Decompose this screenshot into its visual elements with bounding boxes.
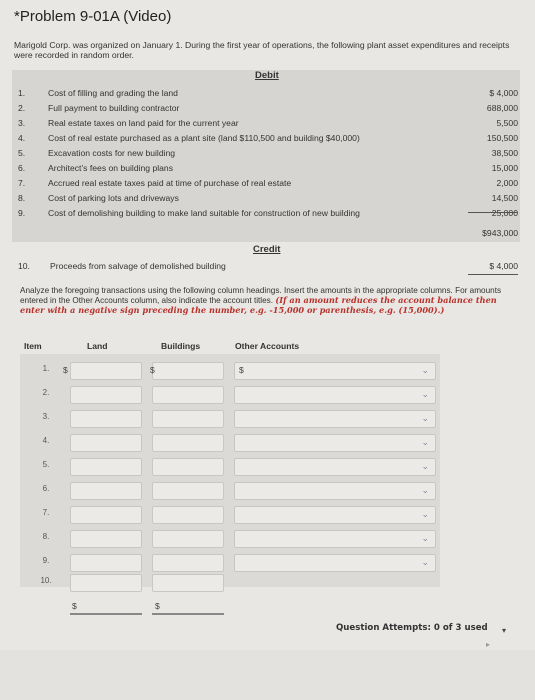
debit-row-number: 4. (18, 133, 26, 143)
land-input[interactable] (70, 362, 142, 380)
debit-row-number: 2. (18, 103, 26, 113)
column-header-buildings: Buildings (161, 341, 201, 351)
debit-total-amount: $943,000 (482, 228, 518, 238)
land-input[interactable] (70, 482, 142, 500)
credit-row-description: Proceeds from salvage of demolished building (50, 261, 226, 271)
chevron-down-icon: ⌄ (421, 509, 429, 519)
debit-row-number: 6. (18, 163, 26, 173)
buildings-input[interactable] (152, 554, 224, 572)
land-input[interactable] (70, 458, 142, 476)
buildings-input[interactable] (152, 362, 224, 380)
land-total-field (70, 599, 142, 615)
debit-row-description: Cost of real estate purchased as a plant site (land $110,500 and building $40,000) (48, 133, 360, 143)
buildings-input[interactable] (152, 530, 224, 548)
item-number: 10. (40, 576, 52, 585)
debit-row-amount: 14,500 (491, 193, 518, 203)
debit-row-number: 9. (18, 208, 26, 218)
item-number: 4. (42, 436, 50, 445)
question-attempts: Question Attempts: 0 of 3 used (336, 623, 488, 633)
item-number: 3. (42, 412, 50, 421)
other-account-title-select[interactable] (234, 482, 436, 500)
column-header-item: Item (24, 341, 42, 351)
chevron-down-icon: ⌄ (421, 413, 429, 423)
problem-title: *Problem 9-01A (Video) (14, 8, 172, 25)
item-number: 5. (42, 460, 50, 469)
other-account-title-select[interactable] (234, 362, 436, 380)
debit-row-description: Accrued real estate taxes paid at time of purchase of real estate (48, 178, 292, 188)
land-total-dollar: $ (72, 601, 77, 611)
chevron-down-icon: ⌄ (421, 389, 429, 399)
chevron-down-icon: ⌄ (421, 461, 429, 471)
chevron-down-icon: ⌄ (421, 437, 429, 447)
other-account-title-select[interactable] (234, 554, 436, 572)
debit-row (14, 88, 520, 100)
other-dollar-sign: $ (239, 365, 244, 375)
land-input[interactable] (70, 506, 142, 524)
instructions (20, 286, 515, 315)
debit-row-number: 3. (18, 118, 26, 128)
buildings-total-dollar: $ (155, 601, 160, 611)
item-number: 2. (42, 388, 50, 397)
credit-row (14, 261, 520, 273)
debit-row-amount: 2,000 (496, 178, 518, 188)
land-input[interactable] (70, 574, 142, 592)
debit-row-description: Excavation costs for new building (48, 148, 176, 158)
debit-row-amount: 38,500 (491, 148, 518, 158)
debit-row-amount: 150,500 (486, 133, 518, 143)
debit-row-amount: 25,000 (491, 208, 518, 218)
credit-row-amount: $ 4,000 (489, 261, 518, 271)
debit-row-description: Full payment to building contractor (48, 103, 180, 113)
other-account-title-select[interactable] (234, 386, 436, 404)
debit-row-amount: 5,500 (496, 118, 518, 128)
debit-row (14, 118, 520, 130)
debit-row (14, 193, 520, 205)
buildings-input[interactable] (152, 410, 224, 428)
debit-total-line (468, 212, 518, 213)
item-number: 7. (42, 508, 50, 517)
buildings-input[interactable] (152, 506, 224, 524)
item-number: 6. (42, 484, 50, 493)
chevron-down-icon: ⌄ (421, 557, 429, 567)
bottom-strip (0, 650, 535, 700)
land-input[interactable] (70, 530, 142, 548)
debit-row (14, 133, 520, 145)
debit-row-amount: 15,000 (491, 163, 518, 173)
column-header-land: Land (87, 341, 108, 351)
land-input[interactable] (70, 410, 142, 428)
item-number: 1. (42, 364, 50, 373)
land-input[interactable] (70, 554, 142, 572)
credit-header: Credit (253, 244, 281, 255)
debit-row (14, 178, 520, 190)
instructions-text: Analyze the foregoing transactions using the following column headings. Insert the amounts in the appropriate columns. For amounts entered in the Other Accounts column, also indicate the account titles. (20, 286, 502, 305)
debit-row-number: 5. (18, 148, 26, 158)
debit-row-description: Cost of demolishing building to make land suitable for construction of new building (48, 208, 360, 218)
buildings-input[interactable] (152, 386, 224, 404)
land-dollar-sign: $ (63, 365, 68, 375)
debit-row-amount: 688,000 (486, 103, 518, 113)
buildings-input[interactable] (152, 574, 224, 592)
other-account-title-select[interactable] (234, 506, 436, 524)
buildings-total-field (152, 599, 224, 615)
debit-row-description: Architect’s fees on building plans (48, 163, 174, 173)
buildings-input[interactable] (152, 458, 224, 476)
land-input[interactable] (70, 386, 142, 404)
debit-row-number: 8. (18, 193, 26, 203)
debit-row-description: Real estate taxes on land paid for the current year (48, 118, 239, 128)
land-input[interactable] (70, 434, 142, 452)
debit-total-row (14, 228, 520, 240)
chevron-down-icon: ⌄ (421, 485, 429, 495)
item-number: 9. (42, 556, 50, 565)
chevron-down-icon: ⌄ (421, 365, 429, 375)
buildings-input[interactable] (152, 482, 224, 500)
item-number: 8. (42, 532, 50, 541)
debit-row-number: 1. (18, 88, 26, 98)
buildings-dollar-sign: $ (150, 365, 155, 375)
credit-row-number: 10. (18, 261, 30, 271)
other-account-title-select[interactable] (234, 434, 436, 452)
debit-row (14, 148, 520, 160)
next-arrow-icon[interactable]: ▸ (486, 640, 491, 649)
debit-row-description: Cost of parking lots and driveways (48, 193, 179, 203)
other-account-title-select[interactable] (234, 410, 436, 428)
instructions-warning: (If an amount reduces the account balance then enter with a negative sign preceding the number, e.g. -15,000 or parenthesis, e.g. (15,000).) (20, 294, 497, 315)
problem-intro: Marigold Corp. was organized on January 1. During the first year of operations, the following plant asset expenditures and receipts were recorded in random order. (14, 40, 510, 60)
chevron-down-icon: ⌄ (421, 533, 429, 543)
attempts-dropdown-icon[interactable]: ▾ (502, 626, 507, 635)
debit-row-number: 7. (18, 178, 26, 188)
debit-row (14, 208, 520, 220)
buildings-input[interactable] (152, 434, 224, 452)
other-account-title-select[interactable] (234, 458, 436, 476)
debit-header: Debit (255, 70, 279, 81)
column-header-other-accounts: Other Accounts (235, 341, 300, 351)
debit-row-amount: $ 4,000 (489, 88, 518, 98)
debit-row-description: Cost of filling and grading the land (48, 88, 178, 98)
debit-row (14, 163, 520, 175)
other-account-title-select[interactable] (234, 530, 436, 548)
debit-row (14, 103, 520, 115)
credit-underline (468, 274, 518, 275)
